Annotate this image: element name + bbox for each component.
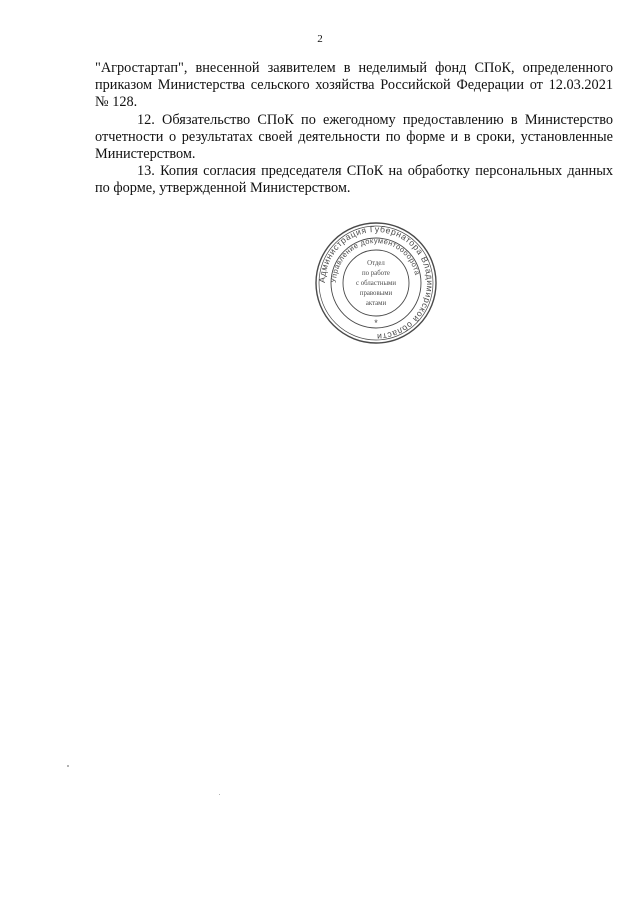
paragraph-continuation: "Агростартап", внесенной заявителем в неделимый фонд СПоК, определенного приказом Министерства сельского хозяйства Российской Федерации от 12.03.2021 № 128. xyxy=(95,60,613,111)
seal-ring-text: Управление документооборота xyxy=(328,235,423,284)
scan-speck xyxy=(219,794,220,795)
seal-outer-text: Администрация Губернатора Владимирской области xyxy=(316,223,436,343)
list-item-12: 12. Обязательство СПоК по ежегодному предоставлению в Министерство отчетности о результатах своей деятельности по форме и в сроки, установленные Министерством. xyxy=(95,111,613,163)
scan-speck xyxy=(67,765,69,767)
list-item-13: 13. Копия согласия председателя СПоК на обработку персональных данных по форме, утвержденной Министерством. xyxy=(95,163,613,197)
seal-center-line-2: по работе xyxy=(362,270,390,277)
seal-center-line-1: Отдел xyxy=(367,260,385,267)
document-body xyxy=(95,60,613,198)
seal-center-line-3: с областными xyxy=(356,280,396,287)
page-number: 2 xyxy=(317,33,323,45)
official-seal-stamp xyxy=(314,221,438,345)
seal-graphic xyxy=(314,221,438,345)
seal-star-icon: * xyxy=(374,318,378,328)
seal-center-line-5: актами xyxy=(365,300,387,307)
seal-center-line-4: правовыми xyxy=(359,290,393,297)
